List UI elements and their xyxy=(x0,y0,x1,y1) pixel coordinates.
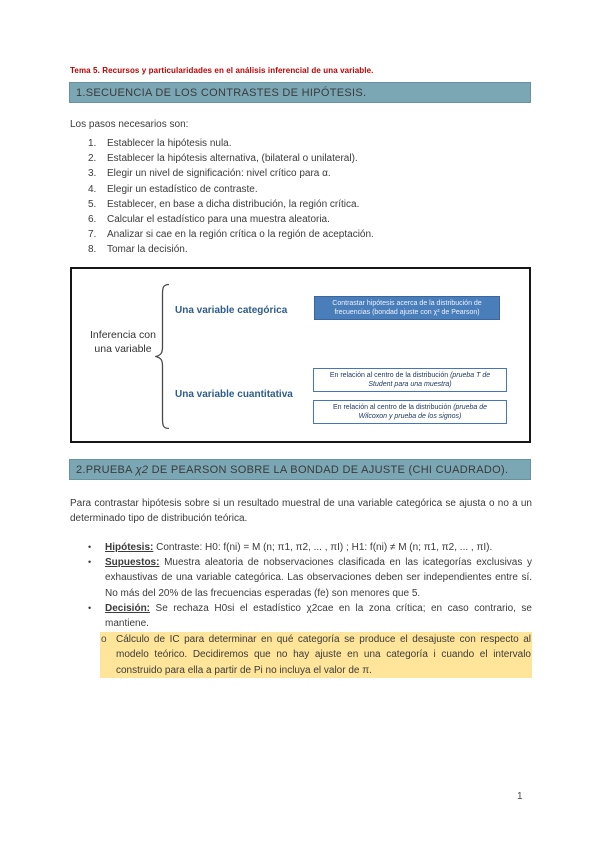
step-text: Elegir un estadístico de contraste. xyxy=(107,183,258,195)
diagram-box-chi-square xyxy=(314,296,500,320)
steps-intro: Los pasos necesarios son: xyxy=(70,119,189,130)
list-item xyxy=(88,242,532,257)
step-number: 5. xyxy=(88,198,97,210)
sub-bullet-text: Cálculo de IC para determinar en qué categoría se produce el desajuste con respecto al modelo teórico. Decidiremos que no hay ajuste en una categoría i cuando el intervalo construido para ella a partir de Pi no incluya el valor de π. xyxy=(116,634,531,676)
step-number: 2. xyxy=(88,153,97,165)
list-item xyxy=(88,540,532,555)
branch-label-quantitative: Una variable cuantitativa xyxy=(175,389,293,400)
sub-bullet-marker: o xyxy=(101,634,107,646)
chi-symbol: χ2 xyxy=(135,463,149,476)
bullet-term: Hipótesis: xyxy=(105,542,154,553)
step-number: 3. xyxy=(88,168,97,180)
course-header: Tema 5. Recursos y particularidades en el análisis inferencial de una variable. xyxy=(70,66,374,75)
bullet-term: Decisión: xyxy=(105,602,151,614)
diagram-box-wilcoxon xyxy=(313,400,507,424)
list-item xyxy=(88,151,532,166)
step-text: Establecer la hipótesis alternativa, (bilateral o unilateral). xyxy=(107,153,358,165)
brace-connector xyxy=(155,283,171,430)
step-text: Tomar la decisión. xyxy=(107,244,188,256)
bullet-marker: • xyxy=(88,557,92,568)
highlighted-sub-bullet xyxy=(100,632,532,678)
diagram-box-t-student xyxy=(313,368,507,392)
section-1-heading xyxy=(69,82,531,103)
diagram-box-text: En relación al centro de la distribución (prueba T de Student para una muestra) xyxy=(329,372,491,388)
step-number: 4. xyxy=(88,183,97,195)
branch-label-categorical: Una variable categórica xyxy=(175,305,288,316)
diagram-box-text: Contrastar hipótesis acerca de la distribución de frecuencias (bondad ajuste con χ² de Pearson) xyxy=(332,300,482,316)
list-item xyxy=(88,212,532,227)
step-text: Establecer la hipótesis nula. xyxy=(107,138,232,149)
page-number: 1 xyxy=(517,791,523,802)
section-2-paragraph: Para contrastar hipótesis sobre si un resultado muestral de una variable categórica se ajusta o no a un determinado tipo de distribución teórica. xyxy=(70,498,532,525)
bullet-marker: • xyxy=(88,602,92,613)
section-1-heading-text: 1.SECUENCIA DE LOS CONTRASTES DE HIPÓTESIS. xyxy=(76,86,367,99)
list-item xyxy=(88,166,532,181)
step-number: 1. xyxy=(88,138,97,149)
list-item xyxy=(88,227,532,242)
bullet-list xyxy=(88,540,532,678)
list-item xyxy=(88,197,532,212)
diagram-box-text: En relación al centro de la distribución (prueba de Wilcoxon y prueba de los signos) xyxy=(332,404,488,420)
diagram-root-label: Inferencia con una variable xyxy=(90,329,156,355)
section-2-heading-text: 2.PRUEBA χ2 DE PEARSON SOBRE LA BONDAD DE AJUSTE (CHI CUADRADO). xyxy=(76,463,509,476)
list-item xyxy=(88,136,532,151)
step-text: Analizar si cae en la región crítica o la región de aceptación. xyxy=(107,229,374,241)
bullet-text: Supuestos: Muestra aleatoria de nobservaciones clasificada en las icategorías exclusivas y exhaustivas de una variable categórica. Las observaciones deben ser independientes entre sí. No más del 20% de las frecuencias esperadas (fe) son menores que 5. xyxy=(105,557,532,599)
step-number: 8. xyxy=(88,244,97,256)
bullet-term: Supuestos: xyxy=(105,557,160,569)
step-text: Establecer, en base a dicha distribución, la región crítica. xyxy=(107,198,360,210)
bullet-text: Hipótesis: Contraste: H0: f(ni) = M (n; π1, π2, ... , πI) ; H1: f(ni) ≠ M (n; π1, π2, ... , πI). xyxy=(105,542,493,553)
list-item xyxy=(88,555,532,601)
step-number: 6. xyxy=(88,214,97,226)
bullet-text: Decisión: Se rechaza H0si el estadístico χ2cae en la zona crítica; en caso contrario, se mantiene. xyxy=(105,602,532,630)
inference-diagram xyxy=(70,267,531,443)
steps-list xyxy=(88,136,532,258)
step-number: 7. xyxy=(88,229,97,241)
bullet-marker: • xyxy=(88,542,92,552)
list-item xyxy=(88,601,532,631)
list-item xyxy=(88,182,532,197)
section-2-heading xyxy=(69,459,531,480)
step-text: Elegir un nivel de significación: nivel crítico para α. xyxy=(107,168,331,180)
step-text: Calcular el estadístico para una muestra aleatoria. xyxy=(107,214,330,226)
